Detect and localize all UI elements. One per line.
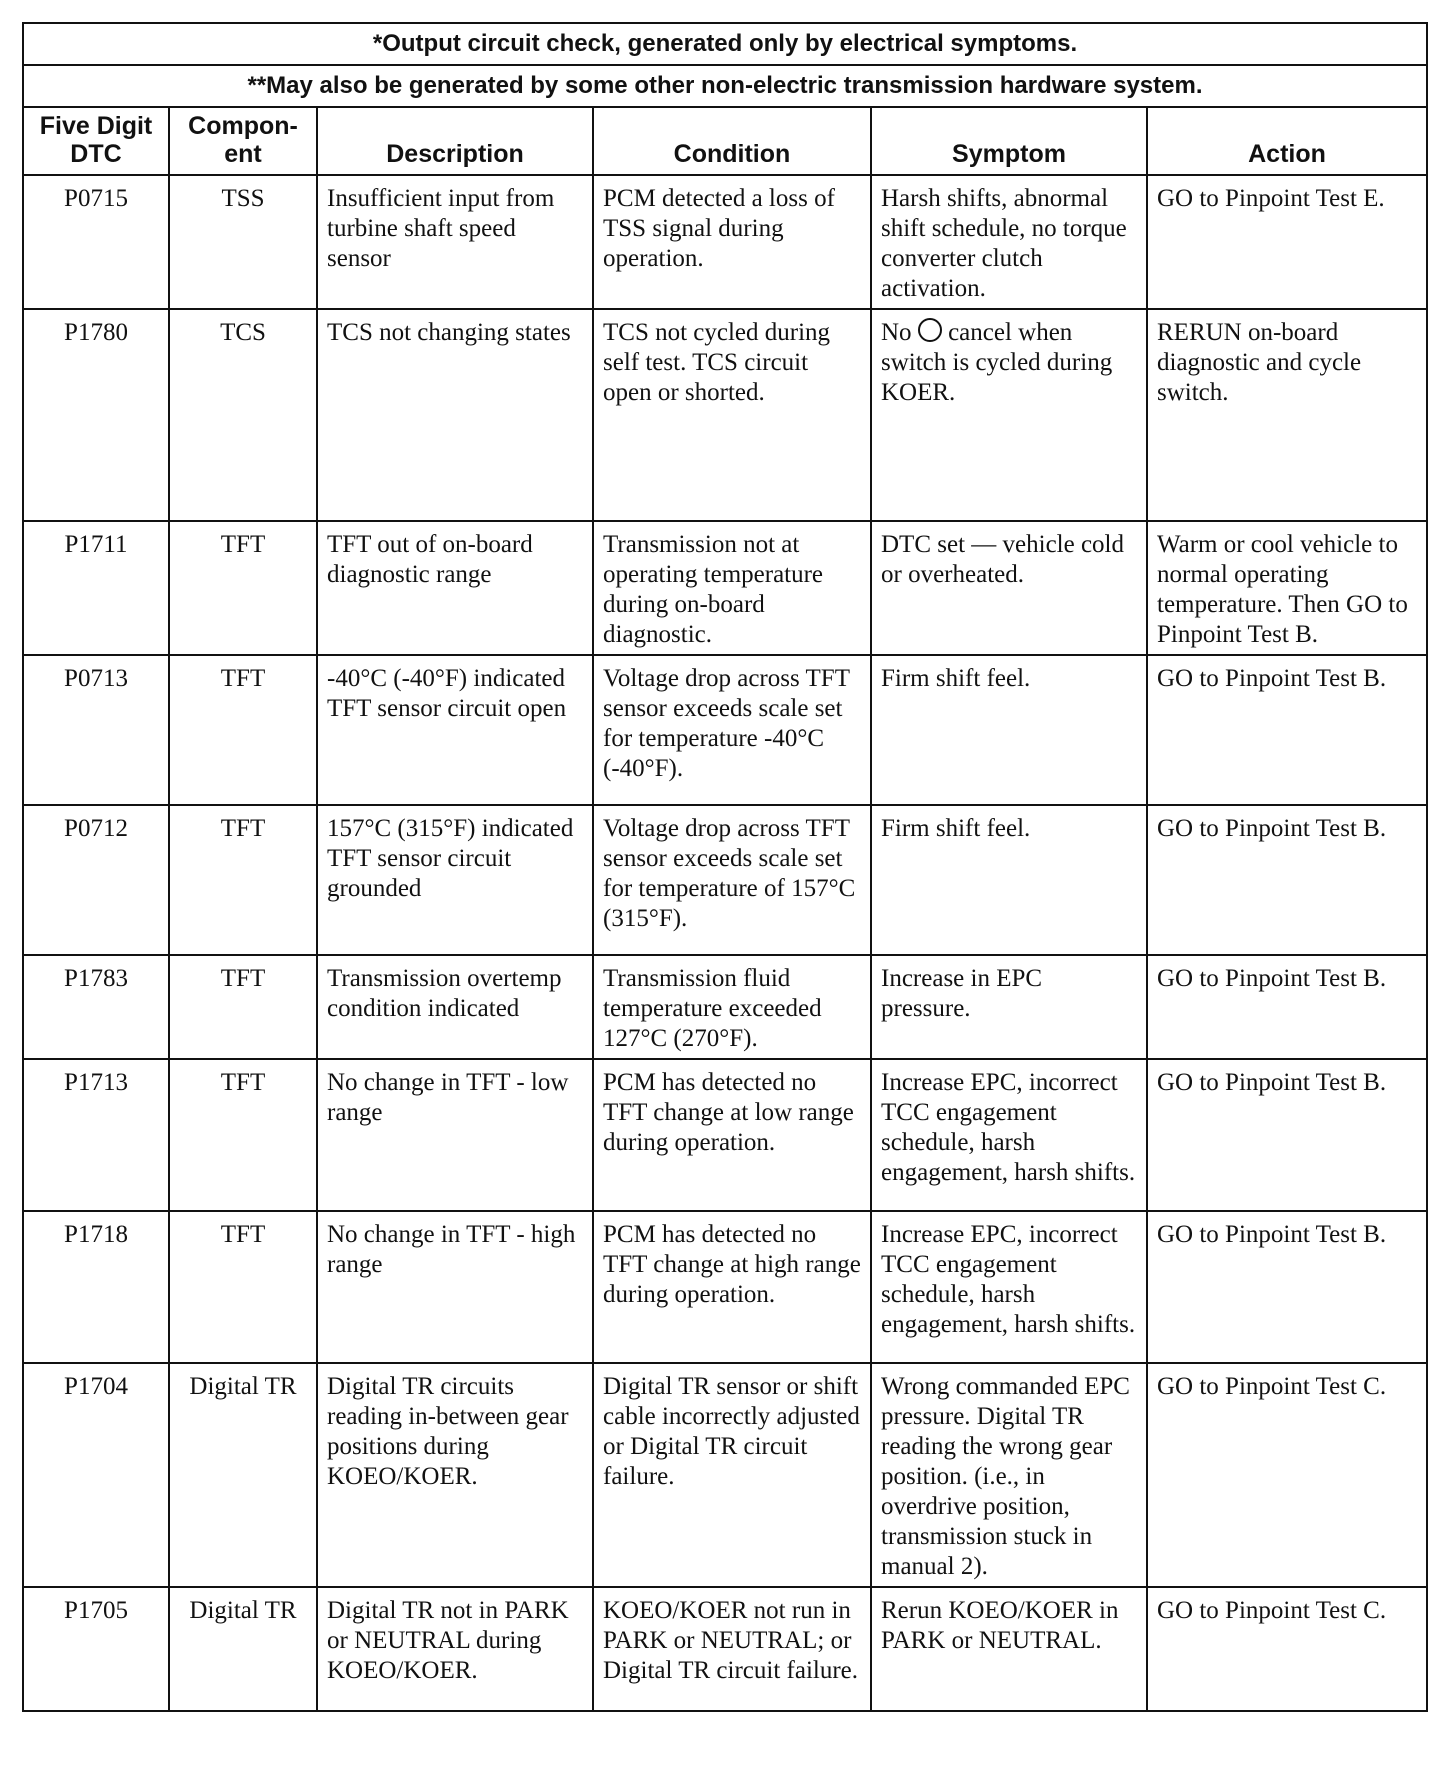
table-row — [23, 175, 1427, 309]
cell-symptom: Increase EPC, incorrect TCC engagement schedule, harsh engagement, harsh shifts. — [871, 1059, 1147, 1211]
cell-action: Warm or cool vehicle to normal operating temperature. Then GO to Pinpoint Test B. — [1147, 521, 1427, 655]
cell-symptom: Rerun KOEO/KOER in PARK or NEUTRAL. — [871, 1587, 1147, 1711]
cell-condition: PCM detected a loss of TSS signal during operation. — [593, 175, 871, 309]
cell-dtc: P1780 — [23, 309, 169, 521]
table-row — [23, 955, 1427, 1059]
cell-component: TFT — [169, 805, 317, 955]
cell-dtc: P0715 — [23, 175, 169, 309]
overdrive-cancel-icon — [918, 318, 942, 342]
cell-description: -40°C (-40°F) indicated TFT sensor circuit open — [317, 655, 593, 805]
symptom-text-post: cancel when switch is cycled during KOER. — [881, 319, 1113, 406]
table-row — [23, 521, 1427, 655]
header-dtc: Five Digit DTC — [23, 107, 169, 175]
header-component: Compon-ent — [169, 107, 317, 175]
cell-action: GO to Pinpoint Test B. — [1147, 805, 1427, 955]
cell-component: TCS — [169, 309, 317, 521]
symptom-text-pre: No — [881, 319, 912, 346]
cell-condition: Voltage drop across TFT sensor exceeds scale set for temperature -40°C (-40°F). — [593, 655, 871, 805]
cell-action: GO to Pinpoint Test E. — [1147, 175, 1427, 309]
cell-action: GO to Pinpoint Test C. — [1147, 1587, 1427, 1711]
cell-dtc: P0712 — [23, 805, 169, 955]
cell-description: No change in TFT - low range — [317, 1059, 593, 1211]
dtc-table — [22, 22, 1428, 1712]
cell-description: TCS not changing states — [317, 309, 593, 521]
cell-description: Transmission overtemp condition indicated — [317, 955, 593, 1059]
cell-symptom: Firm shift feel. — [871, 655, 1147, 805]
cell-description: Digital TR not in PARK or NEUTRAL during KOEO/KOER. — [317, 1587, 593, 1711]
cell-dtc: P0713 — [23, 655, 169, 805]
note-output-circuit: *Output circuit check, generated only by electrical symptoms. — [23, 23, 1427, 65]
cell-description: TFT out of on-board diagnostic range — [317, 521, 593, 655]
header-condition: Condition — [593, 107, 871, 175]
cell-component: TSS — [169, 175, 317, 309]
cell-condition: TCS not cycled during self test. TCS circuit open or shorted. — [593, 309, 871, 521]
cell-description: Digital TR circuits reading in-between gear positions during KOEO/KOER. — [317, 1363, 593, 1587]
cell-component: TFT — [169, 521, 317, 655]
cell-symptom — [871, 309, 1147, 521]
cell-description: 157°C (315°F) indicated TFT sensor circuit grounded — [317, 805, 593, 955]
cell-condition: PCM has detected no TFT change at high range during operation. — [593, 1211, 871, 1363]
cell-symptom: Increase EPC, incorrect TCC engagement schedule, harsh engagement, harsh shifts. — [871, 1211, 1147, 1363]
cell-condition: KOEO/KOER not run in PARK or NEUTRAL; or Digital TR circuit failure. — [593, 1587, 871, 1711]
cell-component: TFT — [169, 1059, 317, 1211]
cell-action: RERUN on-board diagnostic and cycle switch. — [1147, 309, 1427, 521]
cell-dtc: P1713 — [23, 1059, 169, 1211]
table-row — [23, 805, 1427, 955]
cell-symptom: Increase in EPC pressure. — [871, 955, 1147, 1059]
cell-component: Digital TR — [169, 1587, 317, 1711]
header-symptom: Symptom — [871, 107, 1147, 175]
dtc-document — [22, 22, 1426, 1712]
cell-condition: Transmission fluid temperature exceeded 127°C (270°F). — [593, 955, 871, 1059]
note-row-output — [23, 23, 1427, 65]
cell-condition: Transmission not at operating temperature during on-board diagnostic. — [593, 521, 871, 655]
cell-symptom: Wrong commanded EPC pressure. Digital TR reading the wrong gear position. (i.e., in overdrive position, transmission stuck in manual 2). — [871, 1363, 1147, 1587]
header-action: Action — [1147, 107, 1427, 175]
cell-symptom: Firm shift feel. — [871, 805, 1147, 955]
table-row — [23, 1587, 1427, 1711]
cell-dtc: P1704 — [23, 1363, 169, 1587]
cell-condition: Digital TR sensor or shift cable incorrectly adjusted or Digital TR circuit failure. — [593, 1363, 871, 1587]
cell-dtc: P1705 — [23, 1587, 169, 1711]
table-row — [23, 1059, 1427, 1211]
cell-action: GO to Pinpoint Test B. — [1147, 655, 1427, 805]
cell-symptom: Harsh shifts, abnormal shift schedule, no torque converter clutch activation. — [871, 175, 1147, 309]
cell-condition: Voltage drop across TFT sensor exceeds scale set for temperature of 157°C (315°F). — [593, 805, 871, 955]
table-row — [23, 309, 1427, 521]
cell-dtc: P1718 — [23, 1211, 169, 1363]
cell-symptom: DTC set — vehicle cold or overheated. — [871, 521, 1147, 655]
cell-description: No change in TFT - high range — [317, 1211, 593, 1363]
cell-description: Insufficient input from turbine shaft speed sensor — [317, 175, 593, 309]
header-description: Description — [317, 107, 593, 175]
table-row — [23, 1363, 1427, 1587]
cell-component: TFT — [169, 1211, 317, 1363]
cell-dtc: P1783 — [23, 955, 169, 1059]
table-row — [23, 1211, 1427, 1363]
note-other-hardware: **May also be generated by some other non-electric transmission hardware system. — [23, 65, 1427, 107]
cell-component: TFT — [169, 955, 317, 1059]
cell-action: GO to Pinpoint Test C. — [1147, 1363, 1427, 1587]
note-row-hardware — [23, 65, 1427, 107]
cell-component: TFT — [169, 655, 317, 805]
cell-action: GO to Pinpoint Test B. — [1147, 1211, 1427, 1363]
cell-component: Digital TR — [169, 1363, 317, 1587]
cell-action: GO to Pinpoint Test B. — [1147, 1059, 1427, 1211]
cell-action: GO to Pinpoint Test B. — [1147, 955, 1427, 1059]
header-row — [23, 107, 1427, 175]
cell-dtc: P1711 — [23, 521, 169, 655]
cell-condition: PCM has detected no TFT change at low range during operation. — [593, 1059, 871, 1211]
table-row — [23, 655, 1427, 805]
